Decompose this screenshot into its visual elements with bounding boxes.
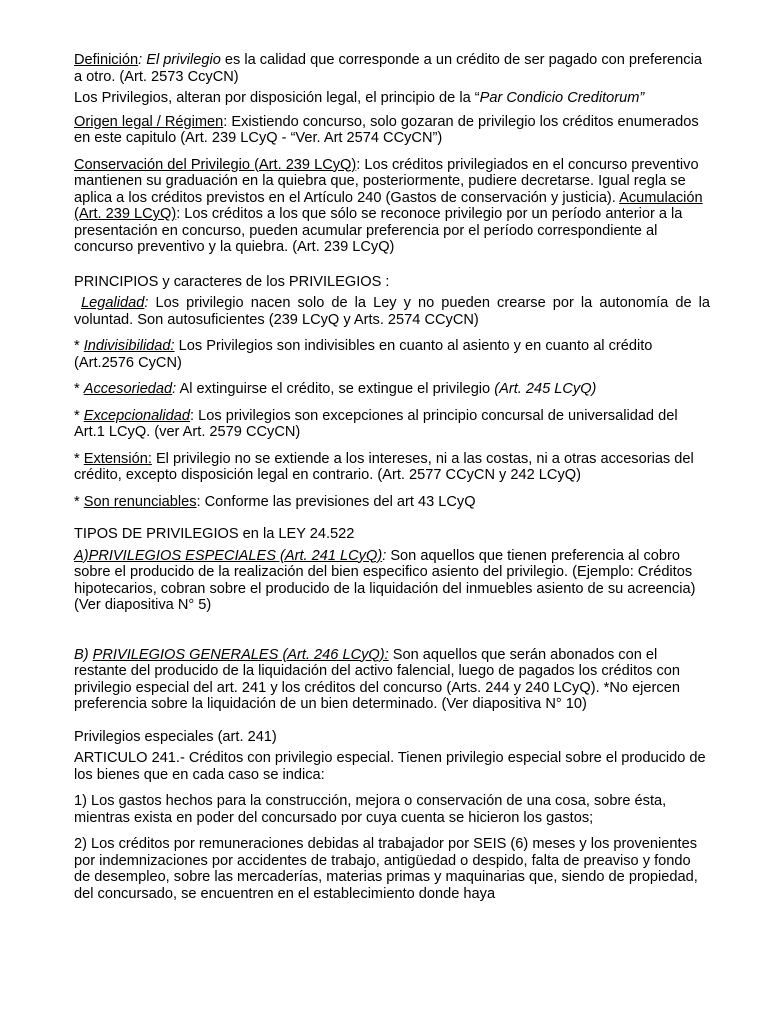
extension-paragraph	[74, 451, 710, 484]
especiales-subheading: Privilegios especiales (art. 241)	[74, 728, 277, 745]
especiales-text: Son aquellos que tienen preferencia al cobro sobre el producido de la realización del bien especifico asiento del privilegio. (Ejemplo: Créditos hipotecarios, cobran sobre el producido de la liquidación del inmuebles asiento de su acreencia) (Ver diapositiva N° 5)	[74, 547, 696, 613]
legalidad-colon: :	[144, 295, 149, 311]
accesoriedad-paragraph	[74, 381, 710, 398]
accesoriedad-bullet: *	[74, 381, 84, 397]
especiales-paragraph	[74, 548, 710, 614]
extension-text: El privilegio no se extiende a los intereses, ni a las costas, ni a otras accesorias del crédito, excepto disposición legal en contrario. (Art. 2577 CCyCN y 242 LCyQ)	[74, 450, 694, 483]
indivisibilidad-bullet: *	[74, 338, 84, 354]
accesoriedad-ref: (Art. 245 LCyQ)	[494, 381, 597, 397]
accesoriedad-term: Accesoriedad	[83, 381, 173, 397]
indivisibilidad-text: Los Privilegios son indivisibles en cuanto al asiento y en cuanto al crédito (Art.2576 CyCN)	[74, 338, 653, 371]
definicion-paragraph	[74, 52, 710, 85]
acumulacion-term: Acumulación (Art. 239 LCyQ)	[74, 189, 703, 222]
definicion-lead: El privilegio	[142, 52, 221, 68]
renunciables-text: : Conforme las previsiones del art 43 LCyQ	[196, 493, 476, 510]
item-2-paragraph: 2) Los créditos por remuneraciones debidas al trabajador por SEIS (6) meses y los provenientes por indemnizaciones por accidentes de trabajo, antigüedad o despido, falta de preaviso y fondo de desempleo, sobre las mercaderías, materias primas y maquinarias que, siendo de propiedad, del concursado, se encuentren en el establecimiento donde haya	[74, 836, 698, 902]
extension-bullet: *	[74, 450, 84, 467]
indivisibilidad-term: Indivisibilidad:	[83, 338, 175, 354]
extension-term: Extensión:	[83, 450, 152, 467]
acumulacion-text: : Los créditos a los que sólo se reconoce privilegio por un período anterior a la presentación en concurso, pueden acumular preferencia por el período correspondiente al concurso preventivo y la quiebra. (Art. 239 LCyQ)	[74, 206, 683, 255]
item-1-paragraph: 1) Los gastos hechos para la construcción, mejora o conservación de una cosa, sobre ésta, mientras exista en poder del concursado por cuya cuenta se hicieron los gastos;	[74, 793, 667, 826]
renunciables-term: Son renunciables	[83, 493, 197, 510]
especiales-term: A)PRIVILEGIOS ESPECIALES (Art. 241 LCyQ)	[74, 547, 383, 564]
generales-paragraph	[74, 647, 710, 713]
tipos-heading: TIPOS DE PRIVILEGIOS en la LEY 24.522	[74, 526, 355, 542]
principios-heading: PRINCIPIOS y caracteres de los PRIVILEGIOS :	[74, 273, 390, 290]
renunciables-paragraph	[74, 494, 710, 511]
definicion-term: Definición	[74, 52, 139, 68]
legalidad-paragraph	[74, 295, 710, 328]
origen-term: Origen legal / Régimen	[74, 113, 224, 130]
accesoriedad-colon: :	[172, 381, 177, 397]
especiales-colon: :	[382, 547, 387, 564]
conservacion-term: Conservación del Privilegio (Art. 239 LCyQ)	[74, 156, 357, 173]
legalidad-term: Legalidad	[81, 295, 145, 311]
excepcionalidad-term: Excepcionalidad	[83, 407, 191, 424]
definicion-colon: :	[138, 52, 143, 68]
origen-paragraph	[74, 114, 710, 147]
generales-prefix: B)	[74, 646, 93, 663]
conservacion-text: : Los créditos privilegiados en el concurso preventivo mantienen su graduación en la quiebra que, posteriormente, pudiere decretarse. Igual regla se aplica a los créditos previstos en el Artículo 240 (Gastos de conservación y justicia).	[74, 156, 699, 206]
renunciables-bullet: *	[74, 493, 84, 510]
generales-text: Son aquellos que serán abonados con el restante del producido de la liquidación del activo falencial, luego de pagados los créditos con privilegio especial del art. 241 y los créditos del concurso (Arts. 244 y 240 LCyQ). *No ejercen preferencia sobre la liquidación de un bien determinado. (Ver diapositiva N° 10)	[74, 646, 681, 712]
generales-term: PRIVILEGIOS GENERALES (Art. 246 LCyQ):	[92, 646, 389, 663]
excepcionalidad-paragraph	[74, 408, 710, 441]
definicion-text: es la calidad que corresponde a un crédito de ser pagado con preferencia a otro. (Art. 2573 CcyCN)	[74, 52, 702, 85]
articulo-241-paragraph: ARTICULO 241.- Créditos con privilegio especial. Tienen privilegio especial sobre el producido de los bienes que en cada caso se indica:	[74, 750, 706, 783]
par-condicio-paragraph	[74, 90, 710, 107]
conservacion-paragraph	[74, 157, 710, 256]
legalidad-text: Los privilegio nacen solo de la Ley y no pueden crearse por la autonomía de la voluntad. Son autosuficientes (239 LCyQ y Arts. 2574 CCyCN)	[74, 295, 710, 328]
accesoriedad-text: Al extinguirse el crédito, se extingue el privilegio	[176, 381, 495, 397]
excepcionalidad-text: : Los privilegios son excepciones al principio concursal de universalidad del Art.1 LCyQ. (ver Art. 2579 CCyCN)	[74, 407, 678, 440]
origen-text: : Existiendo concurso, solo gozaran de privilegio los créditos enumerados en este capitulo (Art. 239 LCyQ - “Ver. Art 2574 CCyCN”)	[74, 113, 699, 146]
par-condicio-text: Los Privilegios, alteran por disposición legal, el principio de la “	[74, 90, 480, 106]
excepcionalidad-bullet: *	[74, 407, 84, 424]
par-condicio-latin: Par Condicio Creditorum”	[479, 90, 645, 106]
indivisibilidad-paragraph	[74, 338, 710, 371]
document-page	[74, 52, 710, 902]
